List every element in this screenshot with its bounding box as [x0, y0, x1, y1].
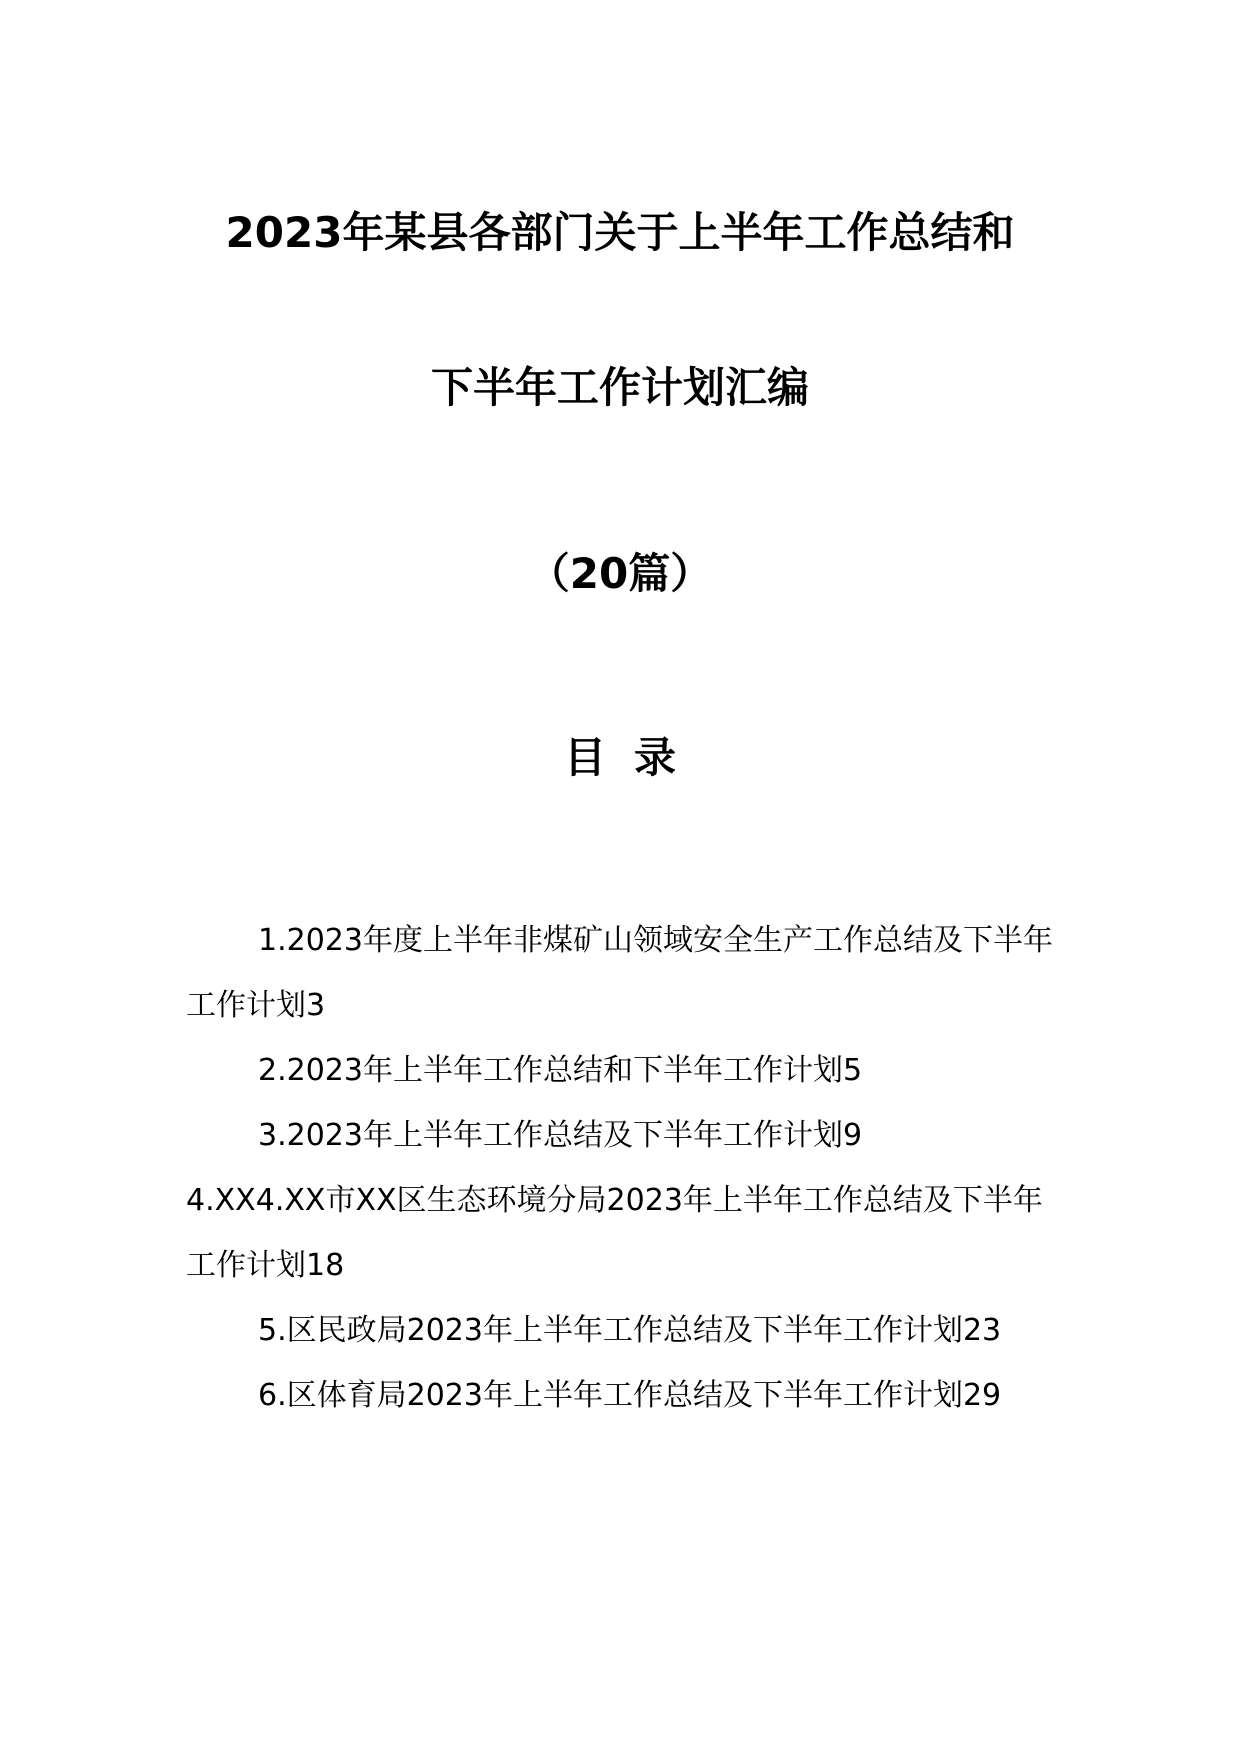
document-subtitle: （20篇） — [527, 549, 713, 598]
table-of-contents — [186, 908, 1058, 1428]
toc-heading: 目录 — [563, 733, 704, 782]
toc-entry-1[interactable]: 1.2023年度上半年非煤矿山领域安全生产工作总结及下半年工作计划3 — [186, 923, 1053, 1023]
toc-entry-3[interactable]: 3.2023年上半年工作总结及下半年工作计划9 — [258, 1118, 863, 1153]
toc-entry-5[interactable]: 5.区民政局2023年上半年工作总结及下半年工作计划23 — [258, 1313, 1002, 1348]
toc-entry-6[interactable]: 6.区体育局2023年上半年工作总结及下半年工作计划29 — [258, 1378, 1002, 1413]
document-title-line-2: 下半年工作计划汇编 — [430, 363, 809, 412]
toc-entry-2[interactable]: 2.2023年上半年工作总结和下半年工作计划5 — [258, 1053, 863, 1088]
document-title-line-1: 2023年某县各部门关于上半年工作总结和 — [225, 208, 1015, 257]
toc-entry-4[interactable]: 4.XX4.XX市XX区生态环境分局2023年上半年工作总结及下半年工作计划18 — [186, 1183, 1043, 1283]
